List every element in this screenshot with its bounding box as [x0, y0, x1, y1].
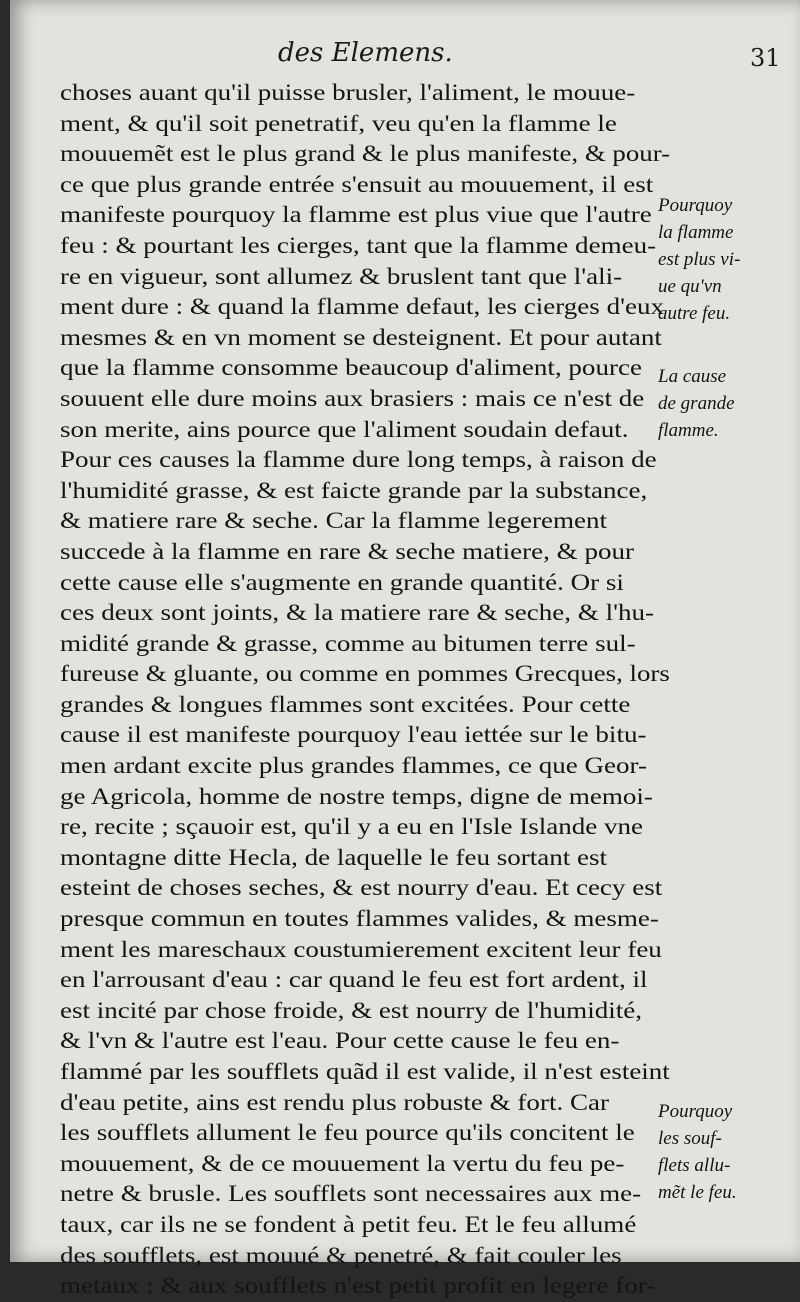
margin-note-line: Pourquoy — [658, 1101, 733, 1122]
text-line: metaux : & aux soufflets n'est petit profit en legere for- — [60, 1273, 656, 1300]
text-line: cette cause elle s'augmente en grande quantité. Or si — [60, 569, 624, 596]
running-title: des Elemens. — [278, 38, 453, 68]
margin-note-line: mẽt le feu. — [658, 1182, 737, 1203]
text-line: netre & brusle. Les soufflets sont necessaires aux me- — [60, 1181, 642, 1208]
text-line: ment dure : & quand la flamme defaut, les cierges d'eux — [60, 294, 664, 321]
text-line: ce que plus grande entrée s'ensuit au mouuement, il est — [60, 171, 654, 198]
text-line: succede à la flamme en rare & seche matiere, & pour — [60, 538, 634, 565]
text-line: que la flamme consomme beaucoup d'aliment, pource — [60, 355, 642, 382]
text-line: & l'vn & l'autre est l'eau. Pour cette cause le feu en- — [60, 1028, 620, 1055]
text-line: feu : & pourtant les cierges, tant que la flamme demeu- — [60, 232, 657, 259]
text-line: & matiere rare & seche. Car la flamme legerement — [60, 508, 607, 535]
text-line: midité grande & grasse, comme au bitumen terre sul- — [60, 630, 636, 657]
text-line: presque commun en toutes flammes valides, & mesme- — [60, 906, 659, 933]
margin-note-pourquoy-flamme — [658, 192, 800, 327]
text-line: flammé par les soufflets quãd il est valide, il n'est esteint — [60, 1059, 670, 1085]
margin-note-line: la flamme — [658, 222, 734, 243]
text-line: ces deux sont joints, & la matiere rare & seche, & l'hu- — [60, 600, 654, 627]
margin-note-line: est plus vi- — [658, 249, 741, 270]
text-line: montagne ditte Hecla, de laquelle le feu sortant est — [60, 844, 608, 871]
margin-note-cause-flamme — [658, 363, 800, 444]
text-line: ment les mareschaux coustumierement excitent leur feu — [60, 936, 662, 963]
text-line: les soufflets allument le feu pource qu'ils concitent le — [60, 1120, 635, 1147]
margin-note-line: autre feu. — [658, 303, 731, 324]
text-line: l'humidité grasse, & est faicte grande par la substance, — [60, 477, 648, 504]
text-line: en l'arrousant d'eau : car quand le feu est fort ardent, il — [60, 967, 648, 994]
main-text-block — [60, 78, 670, 1302]
margin-note-line: flets allu- — [658, 1155, 731, 1176]
margin-note-pourquoy-soufflets — [658, 1098, 800, 1206]
text-line: men ardant excite plus grandes flammes, ce que Geor- — [60, 753, 648, 780]
text-line: d'eau petite, ains est rendu plus robuste & fort. Car — [60, 1089, 609, 1116]
margin-note-line: La cause — [658, 366, 727, 387]
text-line: mouuement, & de ce mouuement la vertu du feu pe- — [60, 1150, 625, 1177]
text-line: choses auant qu'il puisse brusler, l'aliment, le mouue- — [60, 80, 636, 106]
page-number: 31 — [750, 44, 781, 72]
text-line: taux, car ils ne se fondent à petit feu. Et le feu allumé — [60, 1211, 637, 1238]
text-line: ge Agricola, homme de nostre temps, digne de memoi- — [60, 783, 653, 810]
text-line: Pour ces causes la flamme dure long temps, à raison de — [60, 447, 657, 474]
page-header — [10, 38, 800, 78]
text-line: son merite, ains pource que l'aliment soudain defaut. — [60, 416, 629, 443]
margin-note-line: flamme. — [658, 420, 719, 441]
text-line: manifeste pourquoy la flamme est plus viue que l'autre — [60, 202, 652, 229]
text-line: est incité par chose froide, & est nourry de l'humidité, — [60, 997, 642, 1024]
text-line: esteint de choses seches, & est nourry d'eau. Et cecy est — [60, 875, 663, 902]
text-line: fureuse & gluante, ou comme en pommes Grecques, lors — [60, 661, 670, 688]
margin-note-line: les souf- — [658, 1128, 722, 1149]
text-line: mouuemẽt est le plus grand & le plus manifeste, & pour- — [60, 141, 670, 168]
text-line: re en vigueur, sont allumez & bruslent tant que l'ali- — [60, 263, 623, 290]
margin-note-line: de grande — [658, 393, 735, 414]
text-line: ment, & qu'il soit penetratif, veu qu'en la flamme le — [60, 110, 617, 137]
book-page — [10, 0, 800, 1300]
text-line: des soufflets, est mouué & penetré, & fait couler les — [60, 1242, 622, 1269]
margin-note-line: Pourquoy — [658, 195, 733, 216]
text-line: cause il est manifeste pourquoy l'eau iettée sur le bitu- — [60, 722, 647, 749]
margin-note-line: ue qu'vn — [658, 276, 722, 297]
text-line: souuent elle dure moins aux brasiers : mais ce n'est de — [60, 385, 645, 412]
text-line: grandes & longues flammes sont excitées. Pour cette — [60, 691, 631, 718]
text-line: mesmes & en vn moment se desteignent. Et pour autant — [60, 324, 662, 351]
text-line: re, recite ; sçauoir est, qu'il y a eu en l'Isle Islande vne — [60, 814, 644, 841]
